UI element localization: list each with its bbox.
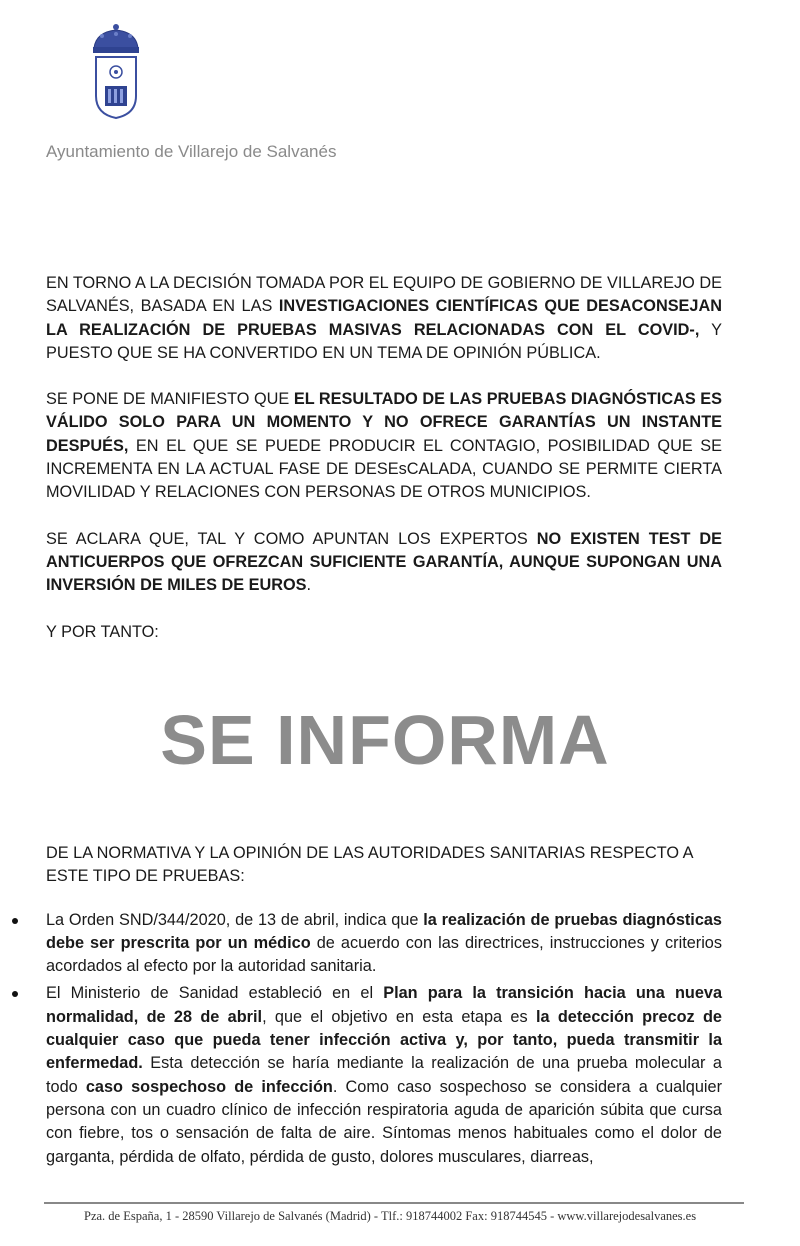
municipal-crest-icon [88, 22, 144, 122]
council-name: Ayuntamiento de Villarejo de Salvanés [46, 142, 337, 161]
headline: SE INFORMA [160, 701, 610, 779]
intro-paragraph-4: Y POR TANTO: [46, 622, 159, 641]
bullet-icon [12, 991, 18, 997]
body-paragraph-1: DE LA NORMATIVA Y LA OPINIÓN DE LAS AUTORIDADES SANITARIAS RESPECTO A ESTE TIPO DE PRUEBAS: [46, 844, 693, 886]
intro-paragraph-3: SE ACLARA QUE, TAL Y COMO APUNTAN LOS EXPERTOS NO EXISTEN TEST DE ANTICUERPOS QUE OFREZCAN SUFICIENTE GARANTÍA, AUNQUE SUPONGAN UNA INVERSIÓN DE MILES DE EUROS. [46, 529, 722, 595]
intro-paragraph-2: SE PONE DE MANIFIESTO QUE EL RESULTADO DE LAS PRUEBAS DIAGNÓSTICAS ES VÁLIDO SOLO PARA UN MOMENTO Y NO OFRECE GARANTÍAS UN INSTANTE DESPUÉS, EN EL QUE SE PUEDE PRODUCIR EL CONTAGIO, POSIBILIDAD QUE SE INCREMENTA EN LA ACTUAL FASE DE DESEsCALADA, CUANDO SE PERMITE CIERTA MOVILIDAD Y RELACIONES CON PERSONAS DE OTROS MUNICIPIOS. [46, 390, 722, 502]
list-item: El Ministerio de Sanidad estableció en el Plan para la transición hacia una nueva normalidad, de 28 de abril, que el objetivo en esta etapa es la detección precoz de cualquier caso que pueda tener infección activa y, por tanto, pueda transmitir la enfermedad. Esta detección se haría mediante la realización de una prueba molecular a todo caso sospechoso de infección. Como caso sospechoso se considera a cualquier persona con un cuadro clínico de infección respiratoria aguda de aparición súbita que cursa con fiebre, tos o sensación de falta de aire. Síntomas menos habituales como el dolor de garganta, pérdida de olfato, pérdida de gusto, dolores musculares, diarreas, [46, 982, 722, 1168]
bullet-list [46, 909, 722, 1169]
footer-divider [44, 1202, 744, 1204]
list-item: La Orden SND/344/2020, de 13 de abril, indica que la realización de pruebas diagnósticas debe ser prescrita por un médico de acuerdo con las directrices, instrucciones y criterios acordados al efecto por la autoridad sanitaria. [46, 909, 722, 979]
body-section [46, 842, 722, 1173]
bullet-icon [12, 918, 18, 924]
footer-address: Pza. de España, 1 - 28590 Villarejo de Salvanés (Madrid) - Tlf.: 918744002 Fax: 918744545 - www.villarejodesalvanes.es [84, 1209, 697, 1223]
intro-paragraph-1: EN TORNO A LA DECISIÓN TOMADA POR EL EQUIPO DE GOBIERNO DE VILLAREJO DE SALVANÉS, BASADA EN LAS INVESTIGACIONES CIENTÍFICAS QUE DESACONSEJAN LA REALIZACIÓN DE PRUEBAS MASIVAS RELACIONADAS CON EL COVID-, Y PUESTO QUE SE HA CONVERTIDO EN UN TEMA DE OPINIÓN PÚBLICA. [46, 274, 722, 362]
intro-section [46, 272, 722, 667]
